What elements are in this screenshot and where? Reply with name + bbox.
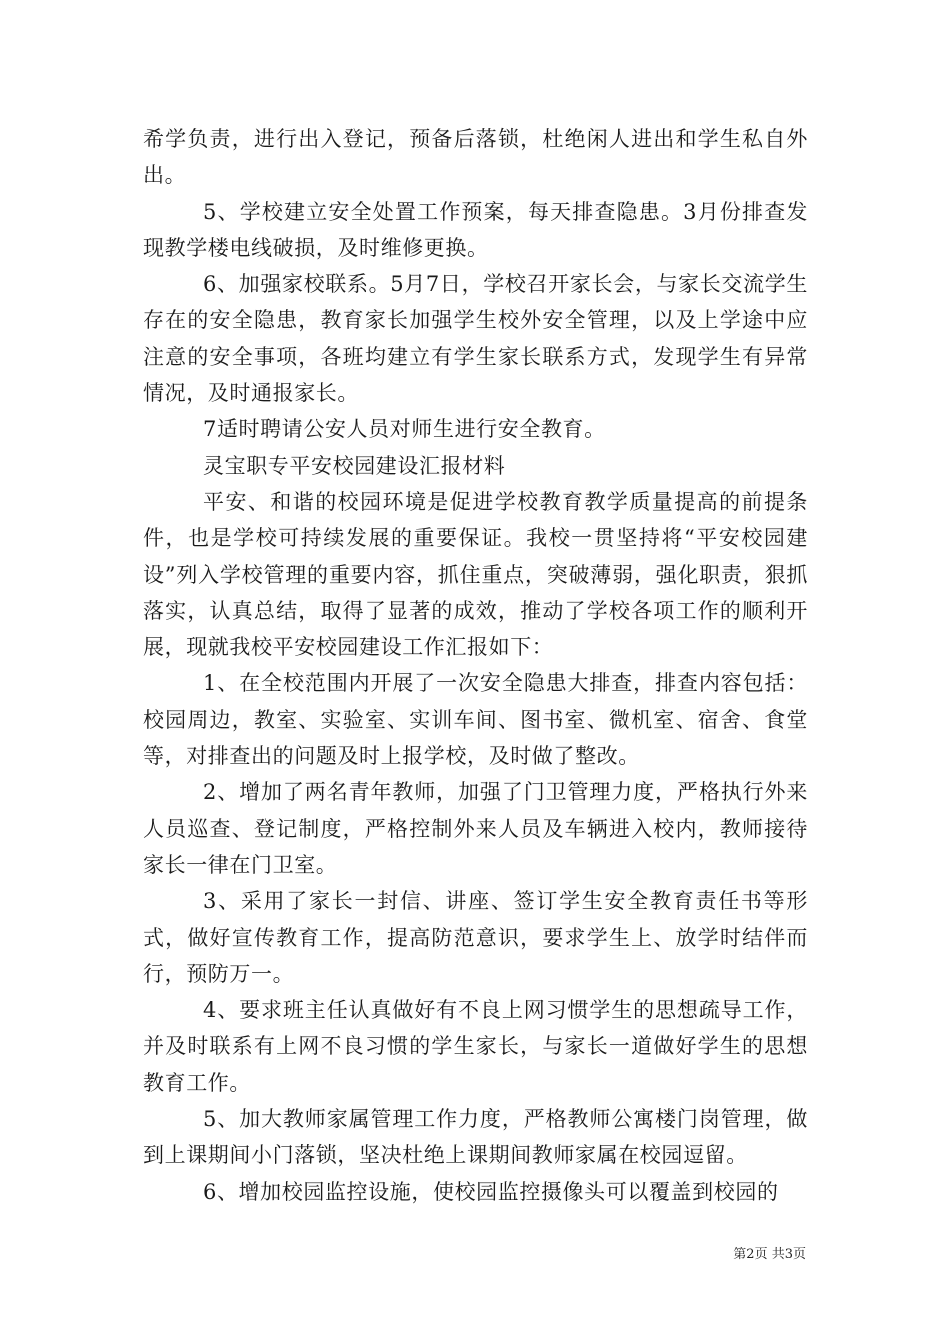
paragraph-item-1-inspection: 1、在全校范围内开展了一次安全隐患大排查，排查内容包括：校园周边，教室、实验室、实训车间、图书室、微机室、宿舍、食堂等，对排查出的问题及时上报学校，及时做了整改。 — [143, 671, 808, 769]
page-number-footer — [733, 1246, 806, 1264]
page-label-middle: 页 共 — [754, 1247, 785, 1262]
paragraph-item-3-publicity: 3、采用了家长一封信、讲座、签订学生安全教育责任书等形式，做好宣传教育工作，提高防范意识，要求学生上、放学时结伴而行，预防万一。 — [143, 889, 808, 986]
paragraph-item-2-gate-management: 2、增加了两名青年教师，加强了门卫管理力度，严格执行外来人员巡查、登记制度，严格控制外来人员及车辆进入校内，教师接待家长一律在门卫室。 — [143, 780, 808, 877]
paragraph-intro: 平安、和谐的校园环境是促进学校教育教学质量提高的前提条件，也是学校可持续发展的重要保证。我校一贯坚持将“平安校园建设”列入学校管理的重要内容，抓住重点，突破薄弱，强化职责，狠抓落实，认真总结，取得了显著的成效，推动了学校各项工作的顺利开展，现就我校平安校园建设工作汇报如下： — [143, 489, 808, 660]
paragraph-item-7-police-education: 7适时聘请公安人员对师生进行安全教育。 — [203, 417, 606, 442]
paragraph-item-5-family-management: 5、加大教师家属管理工作力度，严格教师公寓楼门岗管理，做到上课期间小门落锁，坚决杜绝上课期间教师家属在校园逗留。 — [143, 1107, 808, 1168]
total-pages-number: 3 — [784, 1247, 793, 1262]
paragraph-item-6-home-school: 6、加强家校联系。5月7日，学校召开家长会，与家长交流学生存在的安全隐患，教育家长加强学生校外安全管理，以及上学途中应注意的安全事项，各班均建立有学生家长联系方式，发现学生有异常情况，及时通报家长。 — [143, 272, 808, 406]
paragraph-item-4-internet-habits: 4、要求班主任认真做好有不良上网习惯学生的思想疏导工作，并及时联系有上网不良习惯的学生家长，与家长一道做好学生的思想教育工作。 — [143, 998, 808, 1095]
paragraph-item-6-monitoring: 6、增加校园监控设施，使校园监控摄像头可以覆盖到校园的 — [203, 1179, 779, 1204]
page-label-suffix: 页 — [792, 1247, 806, 1262]
current-page-number: 2 — [746, 1247, 755, 1262]
paragraph-item-5-safety-plan: 5、学校建立安全处置工作预案，每天排查隐患。3月份排查发现教学楼电线破损，及时维修更换。 — [143, 199, 808, 260]
document-body — [143, 121, 808, 1210]
section-title: 灵宝职专平安校园建设汇报材料 — [203, 453, 506, 478]
page-label-prefix: 第 — [733, 1247, 747, 1262]
paragraph-continuation: 希学负责，进行出入登记，预备后落锁，杜绝闲人进出和学生私自外出。 — [143, 127, 808, 188]
